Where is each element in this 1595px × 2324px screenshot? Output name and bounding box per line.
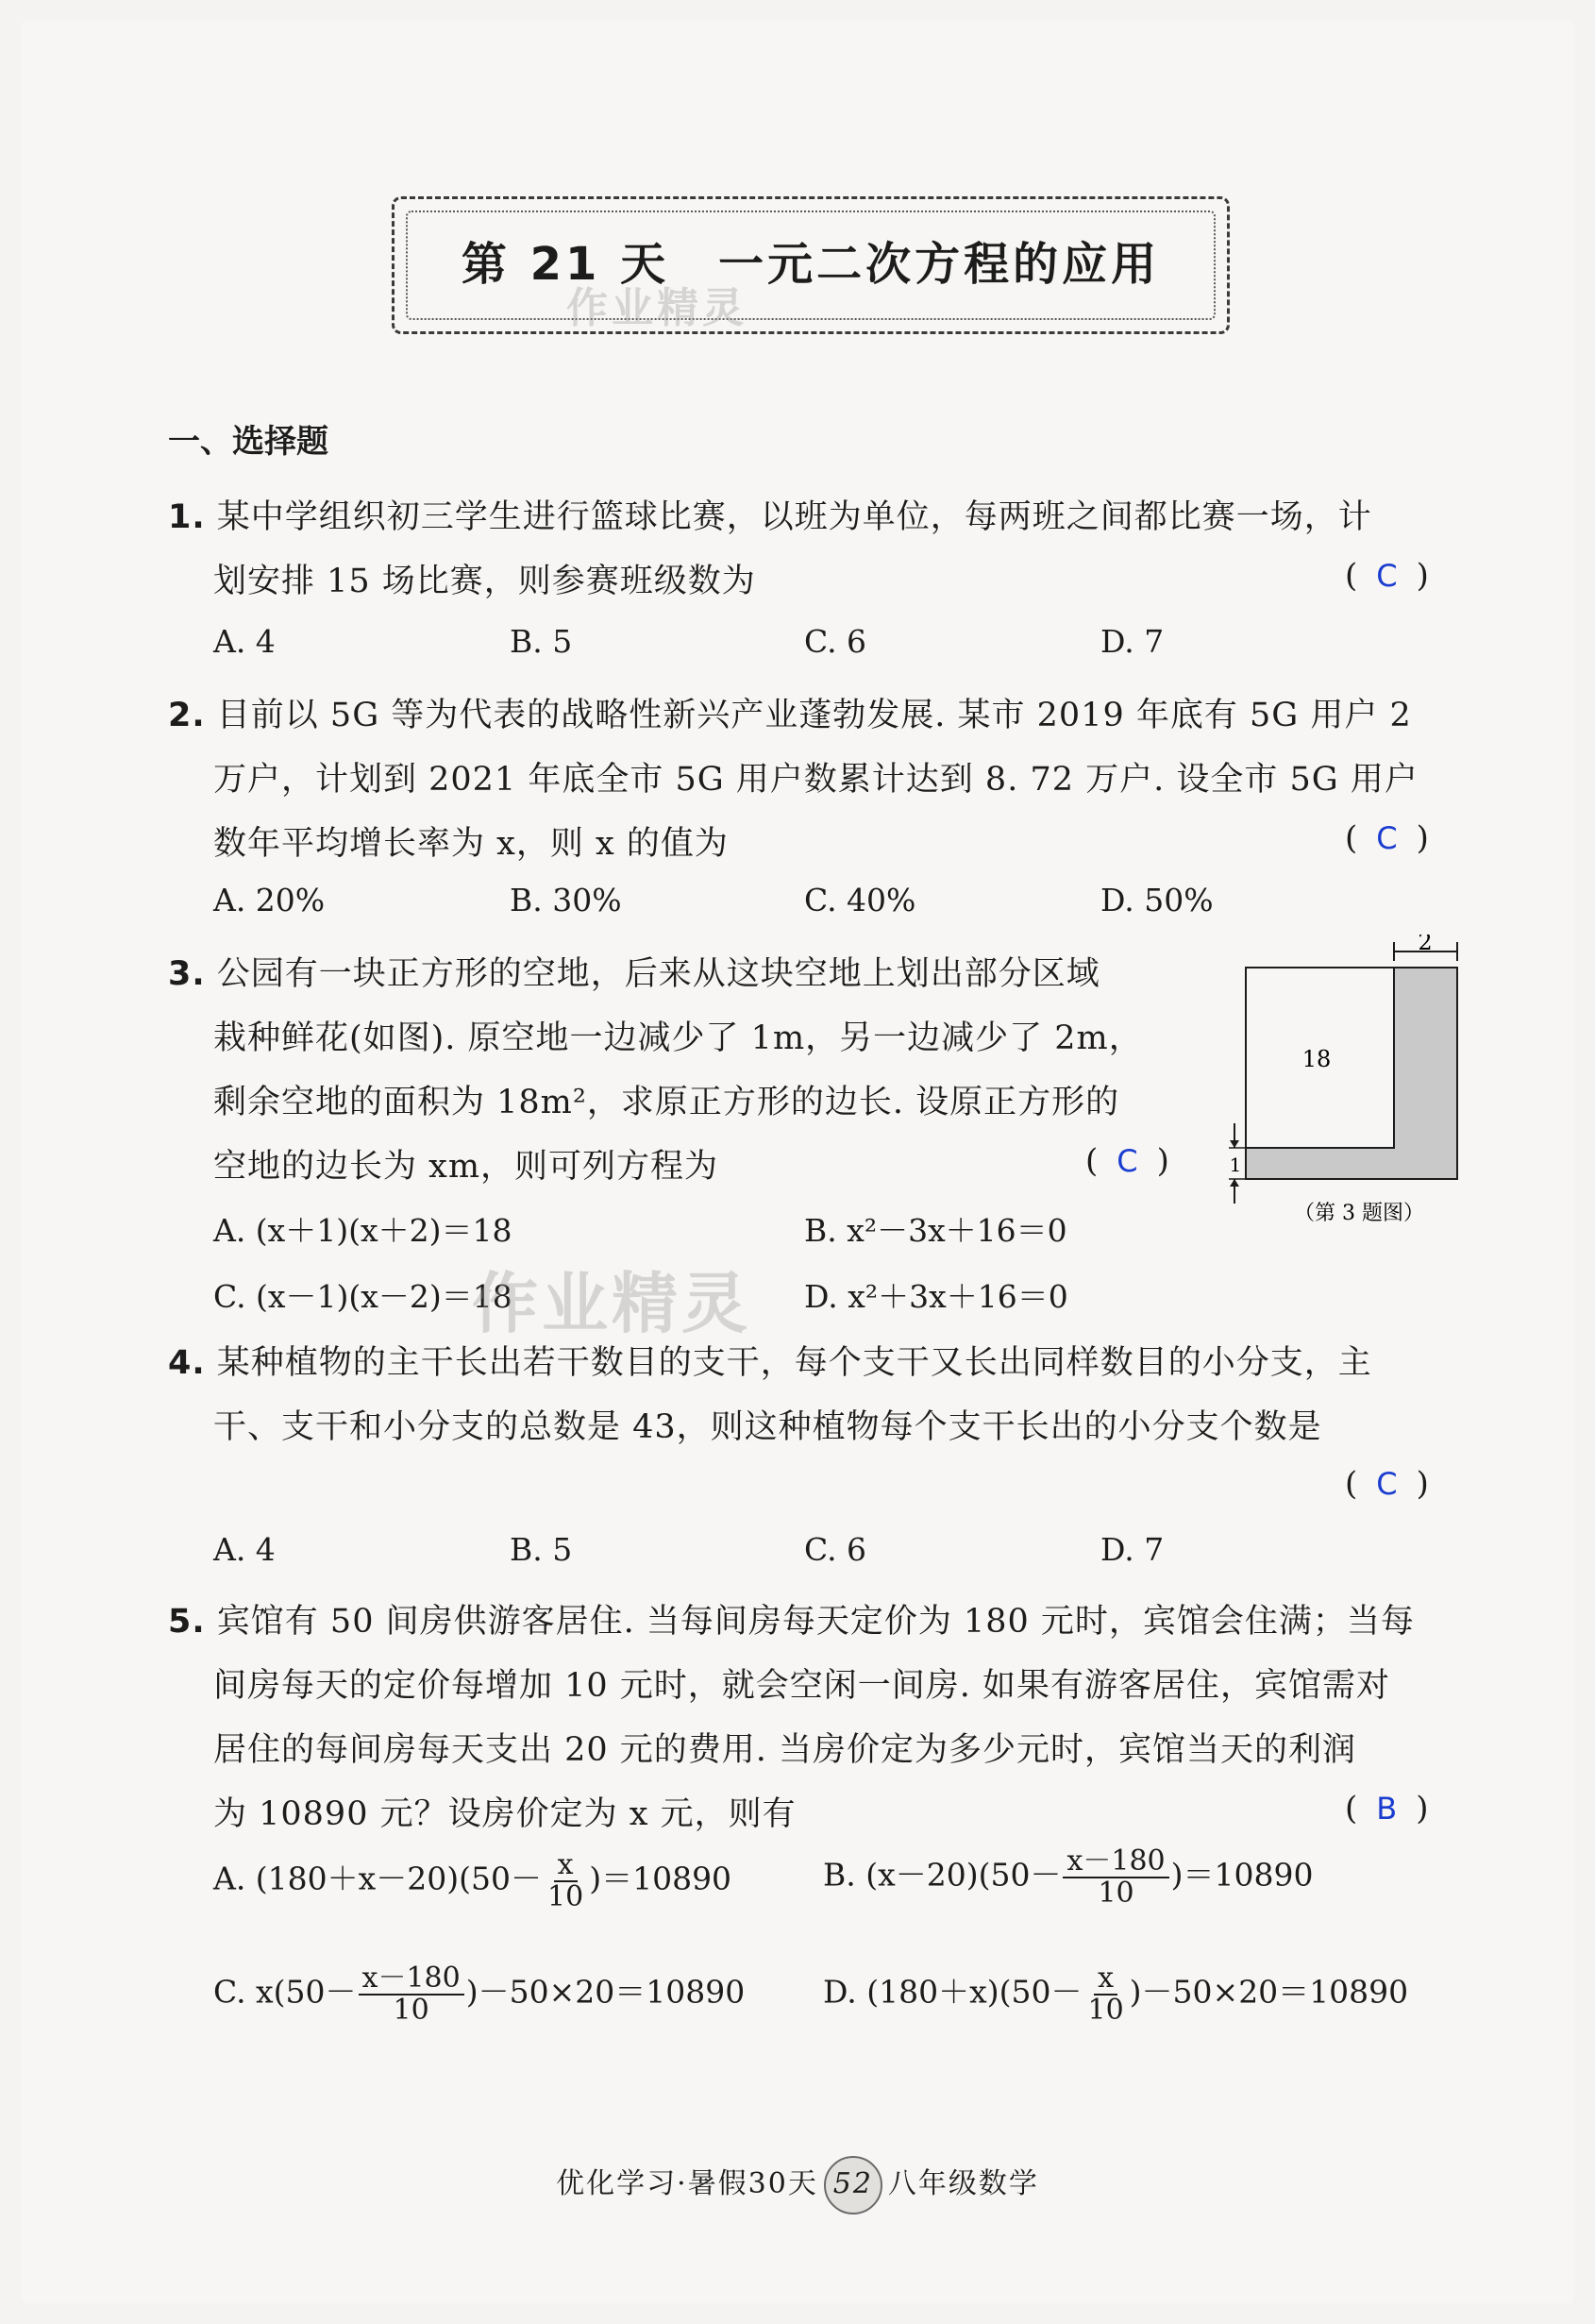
q5-b-post: )＝10890	[1170, 1856, 1314, 1894]
q5-option-a	[213, 1850, 731, 1911]
q5-line-1	[168, 1595, 1415, 1642]
side-arrowhead-bottom	[1230, 1179, 1239, 1187]
q4-option-a: A. 4	[213, 1531, 276, 1568]
q4-number: 4.	[168, 1344, 206, 1382]
q5-c-denominator: 10	[393, 1993, 429, 2027]
q5-c-post: )－50×20＝10890	[465, 1973, 746, 2011]
q5-c-pre: C. x(50－	[213, 1973, 357, 2011]
area-label: 18	[1301, 1046, 1332, 1072]
watermark-top: 作业精灵	[566, 284, 747, 332]
q5-c-numerator: x－180	[359, 1963, 464, 1996]
q3-answer-letter: C	[1116, 1143, 1138, 1179]
q5-text-3: 居住的每间房每天支出 20 元的费用. 当房价定为多少元时，宾馆当天的利润	[213, 1731, 1357, 1769]
q3-figure	[1227, 935, 1491, 1227]
q2-answer: ( C )	[1345, 819, 1429, 857]
q4-answer-letter: C	[1376, 1466, 1398, 1502]
q4-option-b: B. 5	[510, 1531, 573, 1568]
q5-option-d	[823, 1963, 1408, 2025]
q1-text-2: 划安排 15 场比赛，则参赛班级数为	[213, 563, 756, 600]
q5-option-c	[213, 1963, 745, 2025]
q1-number: 1.	[168, 498, 206, 536]
q5-answer-letter: B	[1376, 1791, 1398, 1827]
q5-number: 5.	[168, 1603, 206, 1641]
q5-text-1: 宾馆有 50 间房供游客居住. 当每间房每天定价为 180 元时，宾馆会住满；当每	[216, 1603, 1415, 1641]
q3-text-2: 栽种鲜花(如图). 原空地一边减少了 1m，另一边减少了 2m，	[213, 1019, 1143, 1057]
q5-option-b	[823, 1846, 1314, 1908]
q4-answer: ( C )	[1345, 1465, 1429, 1503]
side-dimension-label: 1	[1229, 1154, 1242, 1176]
q3-text-1: 公园有一块正方形的空地，后来从这块空地上划出部分区域	[216, 955, 1100, 993]
q5-a-numerator: x	[554, 1850, 578, 1882]
q2-number: 2.	[168, 697, 206, 734]
footer-series: 优化学习·暑假30天	[556, 2167, 818, 2200]
q4-text-2: 干、支干和小分支的总数是 43，则这种植物每个支干长出的小分支个数是	[213, 1408, 1322, 1446]
q1-text-1: 某中学组织初三学生进行篮球比赛，以班为单位，每两班之间都比赛一场，计	[216, 498, 1372, 536]
q5-a-denominator: 10	[547, 1879, 584, 1913]
q1-option-c: C. 6	[804, 623, 867, 660]
q3-text-3: 剩余空地的面积为 18m²，求原正方形的边长. 设原正方形的	[213, 1084, 1120, 1121]
q1-line-1	[168, 491, 1372, 538]
q3-option-b: B. x²－3x＋16＝0	[804, 1212, 1067, 1249]
q2-text-1: 目前以 5G 等为代表的战略性新兴产业蓬勃发展. 某市 2019 年底有 5G 用户 2	[216, 697, 1412, 734]
top-dimension-label: 2	[1418, 935, 1433, 955]
q5-b-pre: B. (x－20)(50－	[823, 1856, 1062, 1894]
footer-subject: 八年级数学	[887, 2167, 1039, 2200]
q2-option-d: D. 50%	[1100, 882, 1214, 918]
q5-b-numerator: x－180	[1063, 1846, 1168, 1878]
q5-d-post: )－50×20＝10890	[1129, 1973, 1409, 2011]
side-arrowhead-top	[1230, 1140, 1239, 1148]
q2-option-b: B. 30%	[510, 882, 622, 918]
q5-a-post: )＝10890	[589, 1860, 732, 1897]
q5-c-fraction	[359, 1963, 464, 2025]
q5-d-numerator: x	[1094, 1963, 1117, 1996]
figure-caption: （第 3 题图）	[1294, 1202, 1424, 1225]
q4-option-d: D. 7	[1100, 1531, 1165, 1568]
q5-b-denominator: 10	[1098, 1876, 1134, 1910]
section-heading: 一、选择题	[168, 423, 328, 461]
q5-d-pre: D. (180＋x)(50－	[823, 1973, 1083, 2011]
q3-text-4: 空地的边长为 xm，则可列方程为	[213, 1148, 719, 1186]
q3-option-d: D. x²＋3x＋16＝0	[804, 1278, 1068, 1315]
q5-text-4: 为 10890 元？设房价定为 x 元，则有	[213, 1795, 797, 1833]
q5-text-2: 间房每天的定价每增加 10 元时，就会空闲一间房. 如果有游客居住，宾馆需对	[213, 1667, 1391, 1705]
q2-text-3: 数年平均增长率为 x，则 x 的值为	[213, 825, 729, 863]
q1-option-a: A. 4	[213, 623, 276, 660]
q5-a-fraction	[544, 1850, 587, 1911]
q3-line-1	[168, 948, 1100, 995]
q3-answer: ( C )	[1085, 1142, 1169, 1180]
q2-text-2: 万户，计划到 2021 年底全市 5G 用户数累计达到 8. 72 万户. 设全市 5G 用户	[213, 761, 1419, 799]
q1-answer-letter: C	[1376, 558, 1398, 594]
watermark-middle: 作业精灵	[472, 1265, 751, 1342]
q4-line-1	[168, 1337, 1372, 1384]
q4-option-c: C. 6	[804, 1531, 867, 1568]
q2-option-c: C. 40%	[804, 882, 916, 918]
q2-answer-letter: C	[1376, 820, 1398, 856]
q1-option-b: B. 5	[510, 623, 573, 660]
page-title: 第 21 天 一元二次方程的应用	[461, 238, 1161, 291]
q3-figure-diagram	[1227, 935, 1491, 1227]
q2-line-1	[168, 689, 1412, 736]
q5-a-pre: A. (180＋x－20)(50－	[213, 1860, 543, 1897]
q3-option-c: C. (x－1)(x－2)＝18	[213, 1278, 512, 1315]
q1-answer: ( C )	[1345, 557, 1429, 595]
title-frame	[392, 196, 1230, 334]
q5-d-fraction	[1083, 1963, 1127, 2025]
q4-text-1: 某种植物的主干长出若干数目的支干，每个支干又长出同样数目的小分支，主	[216, 1344, 1372, 1382]
q5-answer: ( B )	[1345, 1790, 1429, 1827]
q1-option-d: D. 7	[1100, 623, 1165, 660]
page-number: 52	[824, 2156, 882, 2215]
q5-b-fraction	[1063, 1846, 1168, 1908]
page-footer	[0, 2156, 1595, 2215]
q3-number: 3.	[168, 955, 206, 993]
q3-option-a: A. (x＋1)(x＋2)＝18	[213, 1212, 512, 1249]
q2-option-a: A. 20%	[213, 882, 326, 918]
q5-d-denominator: 10	[1087, 1993, 1124, 2027]
